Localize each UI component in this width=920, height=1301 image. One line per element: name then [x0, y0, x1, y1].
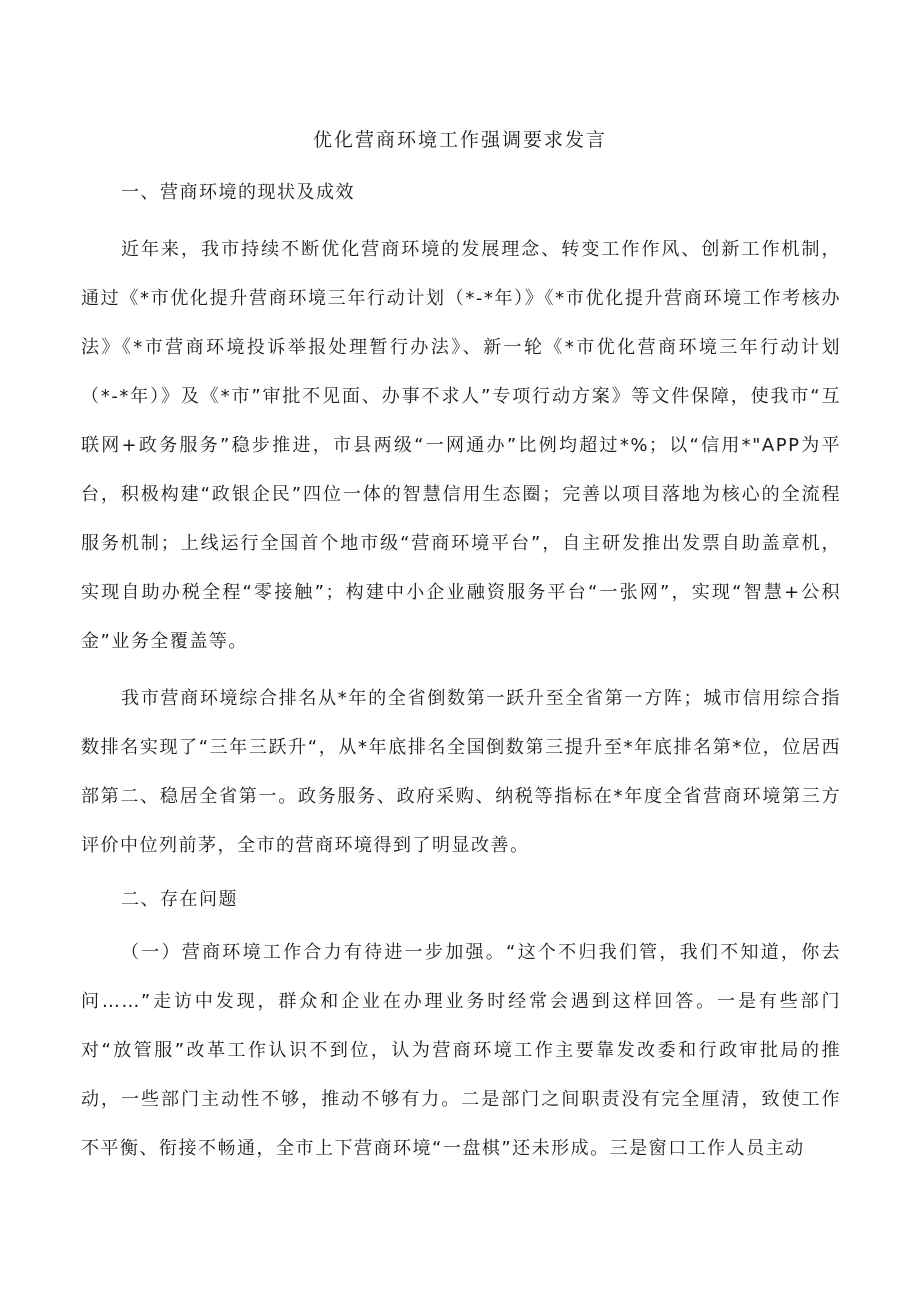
document-body [81, 171, 841, 1173]
body-paragraph: 我市营商环境综合排名从*年的全省倒数第一跃升至全省第一方阵；城市信用综合指数排名实现了“三年三跃升“，从*年底排名全国倒数第三提升至*年底排名第*位，位居西部第二、稳居全省第一。政务服务、政府采购、纳税等指标在*年度全省营商环境第三方评价中位列前茅，全市的营商环境得到了明显改善。 [81, 688, 841, 856]
body-paragraph: （一）营商环境工作合力有待进一步加强。“这个不归我们管，我们不知道，你去问……”走访中发现，群众和企业在办理业务时经常会遇到这样回答。一是有些部门对“放管服”改革工作认识不到位，认为营商环境工作主要靠发改委和行政审批局的推动，一些部门主动性不够，推动不够有力。二是部门之间职责没有完全厘清，致使工作不平衡、衔接不畅通，全市上下营商环境“一盘棋”还未形成。三是窗口工作人员主动 [81, 942, 841, 1159]
body-paragraph: 近年来，我市持续不断优化营商环境的发展理念、转变工作作风、创新工作机制，通过《*市优化提升营商环境三年行动计划（*-*年）》《*市优化提升营商环境工作考核办法》《*市营商环境投诉举报处理暂行办法》、新一轮《*市优化营商环境三年行动计划（*-*年）》及《*市”审批不见面、办事不求人”专项行动方案》等文件保障，使我市“互联网+政务服务”稳步推进，市县两级“一网通办”比例均超过*%；以“信用*"APP为平台，积极构建“政银企民”四位一体的智慧信用生态圈；完善以项目落地为核心的全流程服务机制；上线运行全国首个地市级“营商环境平台”，自主研发推出发票自助盖章机，实现自助办税全程“零接触”；构建中小企业融资服务平台“一张网”，实现“智慧+公积金”业务全覆盖等。 [81, 239, 841, 652]
document-title: 优化营商环境工作强调要求发言 [312, 129, 607, 151]
section-heading: 一、营商环境的现状及成效 [121, 182, 355, 203]
section-heading: 二、存在问题 [121, 889, 238, 910]
